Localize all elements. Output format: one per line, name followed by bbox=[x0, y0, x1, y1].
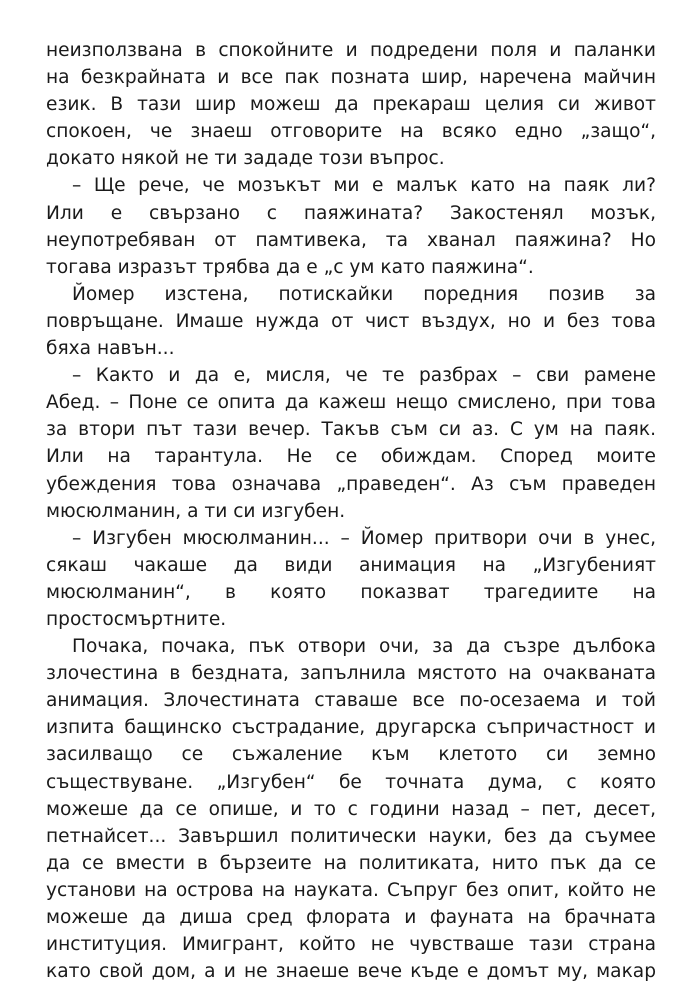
text-line: злочестина в бездната, запълнила мястото на очакваната bbox=[46, 663, 656, 685]
text-line: Абед. – Поне се опита да кажеш нещо смислено, при това bbox=[46, 392, 656, 414]
text-line: повръщане. Имаше нужда от чист въздух, но и без това bbox=[46, 310, 656, 332]
text-line: мюсюлманин, а ти си изгубен. bbox=[46, 500, 346, 522]
text-line: простосмъртните. bbox=[46, 608, 227, 630]
paragraph-1 bbox=[46, 37, 656, 172]
text-line: за втори път тази вечер. Такъв съм си аз. С ум на паяк. bbox=[46, 419, 656, 441]
text-line: убеждения това означава „праведен“. Аз съм праведен bbox=[46, 473, 656, 495]
text-line: сякаш чакаше да види анимация на „Изгубеният bbox=[46, 554, 656, 576]
paragraph-5 bbox=[46, 525, 656, 633]
text-line: – Както и да е, мисля, че те разбрах – сви рамене bbox=[72, 365, 656, 387]
text-line: език. В тази шир можеш да прекараш целия си живот bbox=[46, 94, 656, 116]
text-line: Или на тарантула. Не се обиждам. Според моите bbox=[46, 446, 656, 468]
text-line: да се вмести в бързеите на политиката, нито пък да се bbox=[46, 852, 656, 874]
text-line: докато някой не ти зададе този въпрос. bbox=[46, 148, 445, 170]
text-line: съществуване. „Изгубен“ бе точната дума, с която bbox=[46, 771, 656, 793]
text-line: бяха навън... bbox=[46, 338, 175, 360]
text-line: неизползвана в спокойните и подредени поля и паланки bbox=[46, 40, 656, 61]
text-line: спокоен, че знаеш отговорите на всяко едно „защо“, bbox=[46, 121, 656, 143]
text-line: на безкрайната и все пак позната шир, наречена майчин bbox=[46, 67, 656, 89]
text-line: петнайсет... Завършил политически науки, без да съумее bbox=[46, 825, 656, 847]
text-line: засилващо се съжаление към клетото си земно bbox=[46, 744, 656, 766]
book-page bbox=[46, 37, 656, 985]
text-line: Или е свързано с паяжината? Закостенял мозък, bbox=[46, 202, 656, 224]
text-line: Йомер изстена, потискайки поредния позив за bbox=[72, 283, 656, 305]
text-line: Почака, почака, пък отвори очи, за да съзре дълбока bbox=[72, 636, 656, 658]
paragraph-2 bbox=[46, 172, 656, 280]
text-line: институция. Имигрант, който не чувстваше тази страна bbox=[46, 934, 656, 956]
paragraph-3 bbox=[46, 281, 656, 362]
text-line: мюсюлманин“, в която показват трагедиите на bbox=[46, 581, 656, 603]
text-line: изпита бащинско състрадание, другарска съпричастност и bbox=[46, 717, 656, 739]
text-line: – Изгубен мюсюлманин... – Йомер притвори очи в унес, bbox=[72, 527, 656, 549]
text-line: можеше да се опише, и то с години назад – пет, десет, bbox=[46, 798, 656, 820]
text-line: можеше да диша сред флората и фауната на брачната bbox=[46, 907, 656, 928]
text-line: тогава изразът трябва да е „с ум като паяжина“. bbox=[46, 256, 534, 278]
text-line: анимация. Злочестината ставаше все по-осезаема и той bbox=[46, 690, 656, 712]
text-line: установи на острова на науката. Съпруг без опит, който не bbox=[46, 879, 656, 901]
paragraph-4 bbox=[46, 362, 656, 525]
text-line: като свой дом, а и не знаеше вече къде е домът му, макар bbox=[46, 961, 656, 983]
text-line: неупотребяван от памтивека, та хванал паяжина? Но bbox=[46, 229, 656, 251]
text-line: – Ще рече, че мозъкът ми е малък като на паяк ли? bbox=[72, 175, 656, 197]
paragraph-6 bbox=[46, 633, 656, 985]
